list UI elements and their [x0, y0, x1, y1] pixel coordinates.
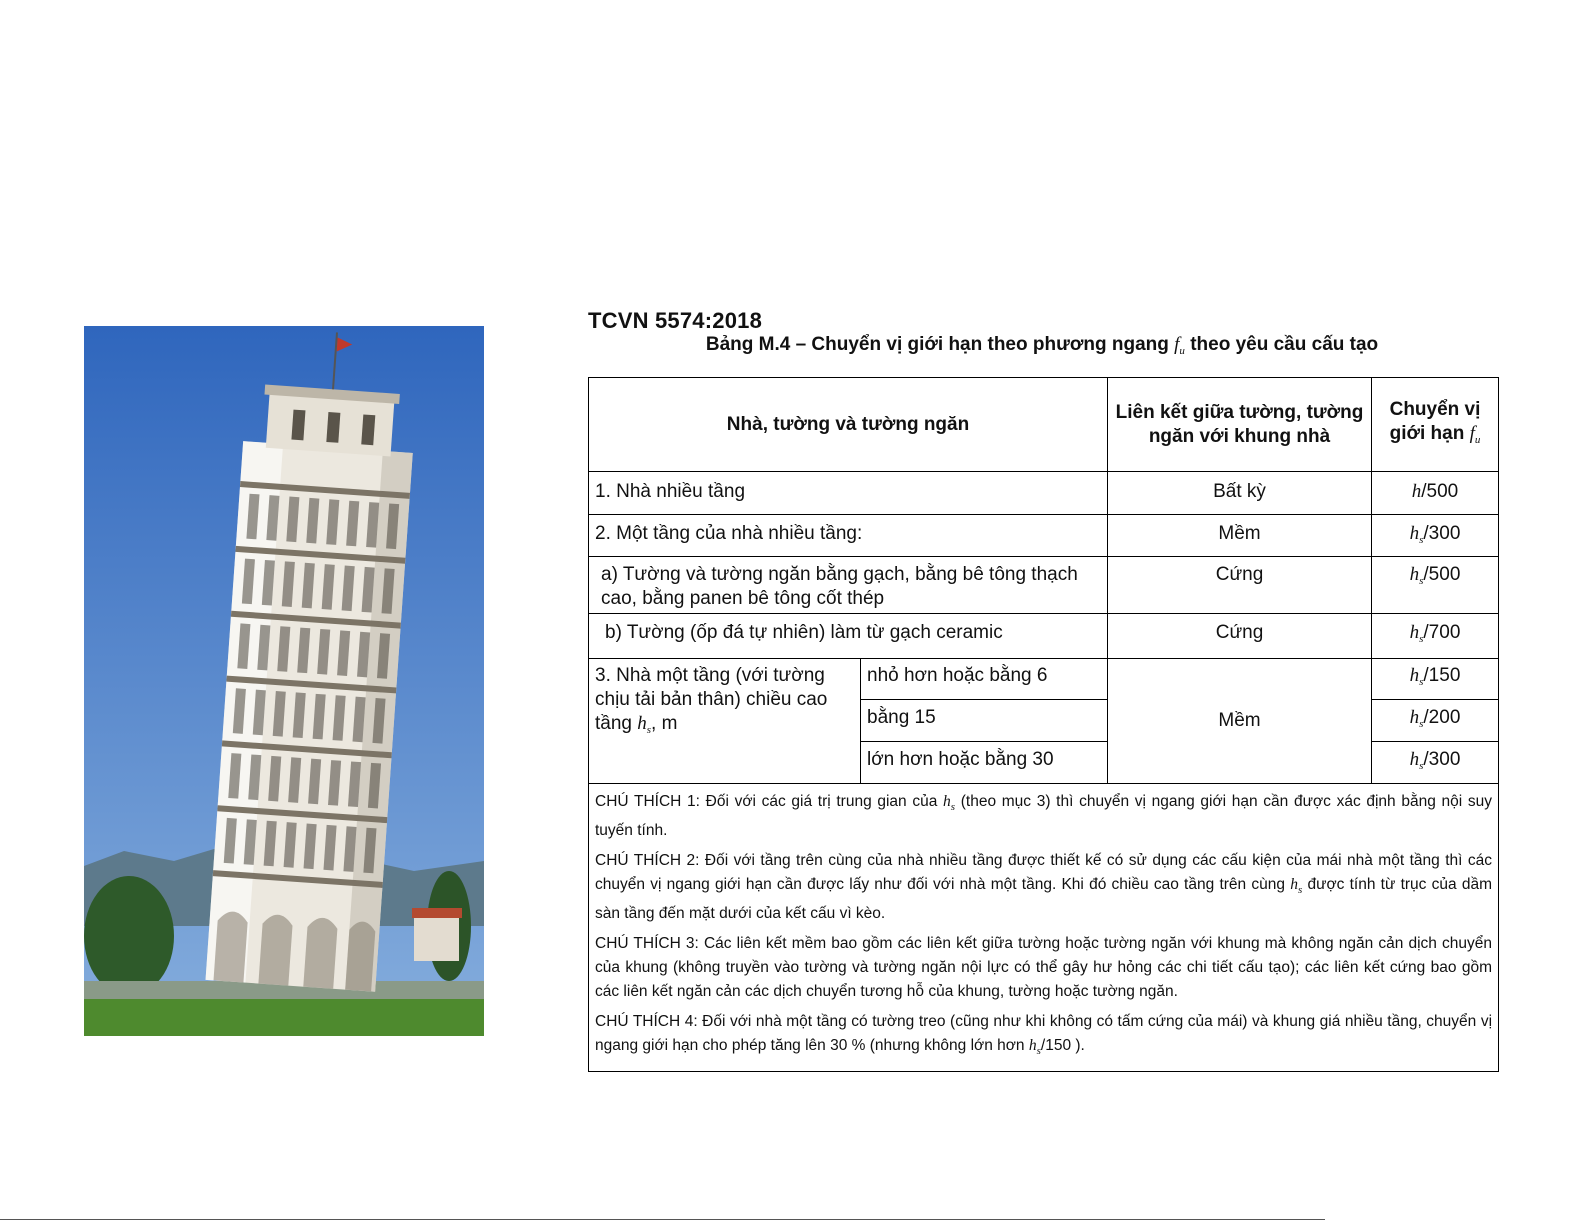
- row-label: 1. Nhà nhiều tầng: [589, 472, 1108, 515]
- group3-label-unit: , m: [651, 713, 678, 734]
- group3-limit: [1372, 700, 1499, 742]
- table-row: [589, 472, 1499, 515]
- limit-sub: s: [1419, 534, 1424, 546]
- header-connection: Liên kết giữa tường, tường ngăn với khung nhà: [1108, 378, 1372, 472]
- note-4: [595, 1010, 1492, 1063]
- limit-value: /200: [1423, 707, 1461, 728]
- page-bottom-rule: [0, 1219, 1325, 1220]
- group3-range: nhỏ hơn hoặc bằng 6: [861, 659, 1108, 700]
- row-limit: [1372, 515, 1499, 557]
- note-2-text-b: được tính từ trục của dầm sàn tầng đến mặt dưới của kết cấu vì kèo.: [595, 876, 1493, 922]
- group3-label-text: 3. Nhà một tầng (với tường chịu tải bản thân) chiều cao tầng: [595, 665, 828, 734]
- limit-symbol: h: [1409, 622, 1420, 643]
- note-4-text-b: /150 ).: [1040, 1037, 1085, 1054]
- table-row: [589, 557, 1499, 614]
- group3-label-symbol: h: [637, 713, 647, 734]
- group3-label-sub: s: [646, 724, 652, 736]
- header-building-type: Nhà, tường và tường ngăn: [589, 378, 1108, 472]
- note-2-sub: s: [1297, 884, 1303, 896]
- header-limit-symbol: f: [1469, 422, 1475, 444]
- table-title: [588, 334, 1496, 357]
- note-2: [595, 849, 1492, 926]
- limit-symbol: h: [1411, 481, 1422, 502]
- table-title-symbol-sub: u: [1179, 345, 1185, 357]
- group3-limit: [1372, 742, 1499, 784]
- header-limit: [1372, 378, 1499, 472]
- row-limit: [1372, 614, 1499, 659]
- leaning-tower-of-pisa-photo-icon: [84, 326, 484, 1036]
- limit-sub: s: [1419, 575, 1424, 587]
- leaning-tower-photo: [84, 326, 484, 1036]
- header-limit-text: Chuyển vị giới hạn: [1389, 398, 1481, 444]
- limit-symbol: h: [1409, 749, 1420, 770]
- header-limit-sub: u: [1474, 433, 1481, 446]
- limit-value: /150: [1423, 665, 1461, 686]
- note-1: [595, 790, 1492, 843]
- limit-value: /500: [1423, 564, 1461, 585]
- group3-range: lớn hơn hoặc bằng 30: [861, 742, 1108, 784]
- row-label: 2. Một tầng của nhà nhiều tầng:: [589, 515, 1108, 557]
- standard-code: TCVN 5574:2018: [588, 308, 763, 333]
- note-1-symbol: h: [943, 793, 951, 810]
- displacement-limit-table: [588, 377, 1499, 1072]
- table-header-row: [589, 378, 1499, 472]
- group3-range: bằng 15: [861, 700, 1108, 742]
- note-3: CHÚ THÍCH 3: Các liên kết mềm bao gồm các liên kết giữa tường hoặc tường ngăn với khung mà không ngăn cản dịch chuyển của khung (không truyền vào tường và tường ngăn nội lực có thể gây hư hỏng các chi tiết cấu tạo); các liên kết cứng bao gồm các liên kết ngăn cản các dịch chuyển tương hỗ của khung, tường hoặc tường ngăn.: [595, 935, 1493, 1000]
- limit-symbol: h: [1409, 665, 1420, 686]
- notes-cell: [589, 784, 1499, 1072]
- row-connection: Bất kỳ: [1108, 472, 1372, 515]
- limit-value: /300: [1423, 523, 1461, 544]
- limit-sub: s: [1419, 633, 1424, 645]
- row-limit: [1372, 557, 1499, 614]
- note-2-text-a: CHÚ THÍCH 2: Đối với tầng trên cùng của nhà nhiều tầng được thiết kế có sử dụng các cấu kiện của mái nhà một tầng thì các chuyển vị ngang giới hạn cần được lấy như đối với nhà một tầng. Khi đó chiều cao tầng trên cùng: [595, 852, 1493, 893]
- row-connection: Cứng: [1108, 614, 1372, 659]
- limit-value: /700: [1423, 622, 1461, 643]
- limit-sub: s: [1419, 760, 1424, 772]
- row-connection: Mềm: [1108, 515, 1372, 557]
- limit-symbol: h: [1409, 564, 1420, 585]
- row-label: a) Tường và tường ngăn bằng gạch, bằng bê tông thạch cao, bằng panen bê tông cốt thép: [589, 557, 1108, 614]
- notes-row: [589, 784, 1499, 1072]
- table-title-suffix: theo yêu cầu cấu tạo: [1184, 334, 1379, 355]
- row-label: b) Tường (ốp đá tự nhiên) làm từ gạch ceramic: [589, 614, 1108, 659]
- table-title-symbol: f: [1174, 334, 1180, 355]
- row-connection: Cứng: [1108, 557, 1372, 614]
- table-row: [589, 659, 1499, 700]
- limit-value: /300: [1423, 749, 1461, 770]
- note-4-sub: s: [1036, 1045, 1041, 1057]
- limit-symbol: h: [1409, 707, 1420, 728]
- row-limit: [1372, 472, 1499, 515]
- table-title-prefix: Bảng M.4 – Chuyển vị giới hạn theo phương ngang: [705, 334, 1175, 355]
- limit-symbol: h: [1409, 523, 1420, 544]
- group3-connection: Mềm: [1108, 659, 1372, 784]
- table-row: [589, 515, 1499, 557]
- limit-sub: s: [1419, 718, 1424, 730]
- limit-value: /500: [1421, 481, 1459, 502]
- note-4-symbol: h: [1028, 1037, 1037, 1054]
- note-2-symbol: h: [1290, 876, 1298, 893]
- group3-limit: [1372, 659, 1499, 700]
- note-1-text-b: (theo mục 3) thì chuyển vị ngang giới hạn cần được xác định bằng nội suy tuyến tính.: [595, 793, 1493, 839]
- note-4-text-a: CHÚ THÍCH 4: Đối với nhà một tầng có tường treo (cũng như khi không có tấm cứng của mái) và khung giá nhiều tầng, chuyển vị ngang giới hạn cho phép tăng lên 30 % (nhưng không lớn hơn: [595, 1013, 1493, 1054]
- limit-sub: s: [1419, 676, 1424, 688]
- table-row: [589, 614, 1499, 659]
- note-1-sub: s: [950, 801, 956, 813]
- note-1-text-a: CHÚ THÍCH 1: Đối với các giá trị trung gian của: [595, 793, 944, 810]
- group3-label: [589, 659, 861, 784]
